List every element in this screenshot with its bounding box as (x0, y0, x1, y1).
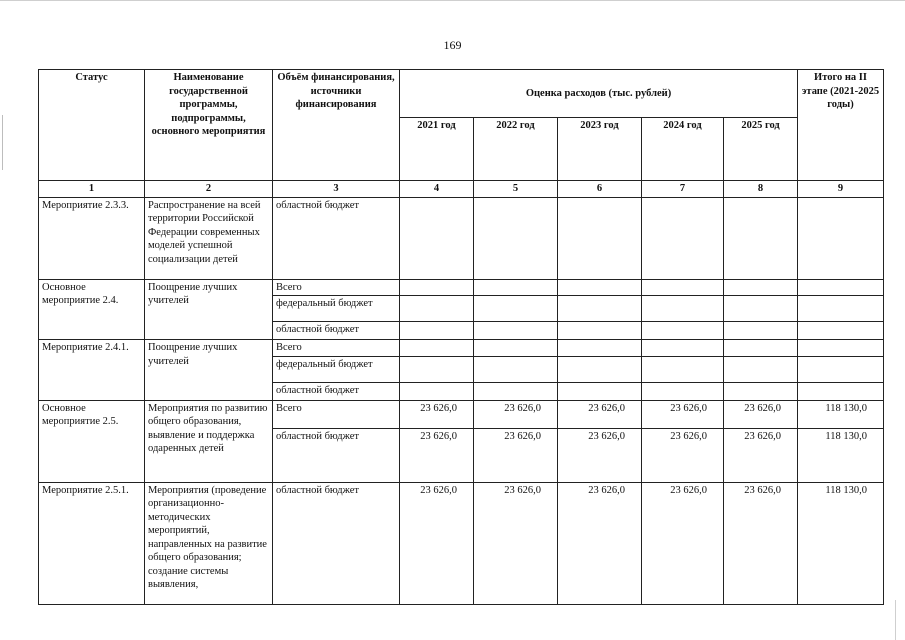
value-cell (474, 279, 558, 296)
value-cell: 23 626,0 (642, 482, 724, 604)
value-cell: 23 626,0 (558, 482, 642, 604)
column-number: 3 (273, 181, 400, 198)
value-cell: 23 626,0 (642, 428, 724, 482)
header-estimate: Оценка расходов (тыс. рублей) (400, 70, 798, 118)
value-cell (724, 356, 798, 382)
value-cell (558, 382, 642, 400)
row-status: Основное мероприятие 2.5. (39, 400, 145, 482)
value-cell-total: 118 130,0 (798, 482, 884, 604)
value-cell (558, 296, 642, 322)
value-cell (474, 356, 558, 382)
value-cell (400, 382, 474, 400)
row-status: Основное мероприятие 2.4. (39, 279, 145, 340)
scan-edge (0, 0, 905, 1)
row-status: Мероприятие 2.4.1. (39, 340, 145, 401)
value-cell (642, 197, 724, 279)
column-number: 8 (724, 181, 798, 198)
column-number: 6 (558, 181, 642, 198)
source-regional: областной бюджет (273, 482, 400, 604)
row-name: Поощрение лучших учителей (145, 340, 273, 401)
column-number: 5 (474, 181, 558, 198)
value-cell: 23 626,0 (724, 482, 798, 604)
value-cell (400, 322, 474, 340)
value-cell (798, 197, 884, 279)
value-cell (400, 197, 474, 279)
value-cell (474, 382, 558, 400)
value-cell: 23 626,0 (724, 400, 798, 428)
value-cell (798, 296, 884, 322)
value-cell: 23 626,0 (400, 482, 474, 604)
value-cell: 23 626,0 (474, 428, 558, 482)
source-regional: областной бюджет (273, 382, 400, 400)
column-number: 4 (400, 181, 474, 198)
table-row (39, 279, 884, 296)
value-cell (474, 197, 558, 279)
table-row (39, 340, 884, 357)
value-cell-total: 118 130,0 (798, 400, 884, 428)
value-cell (798, 340, 884, 357)
value-cell (558, 279, 642, 296)
value-cell (642, 382, 724, 400)
source-total: Всего (273, 340, 400, 357)
value-cell (558, 356, 642, 382)
value-cell (798, 279, 884, 296)
value-cell (724, 279, 798, 296)
source-regional: областной бюджет (273, 322, 400, 340)
value-cell (400, 340, 474, 357)
value-cell: 23 626,0 (400, 400, 474, 428)
header-year: 2023 год (558, 118, 642, 181)
value-cell: 23 626,0 (724, 428, 798, 482)
value-cell (474, 340, 558, 357)
header-year: 2025 год (724, 118, 798, 181)
source-total: Всего (273, 400, 400, 428)
value-cell (798, 322, 884, 340)
column-number: 9 (798, 181, 884, 198)
value-cell (642, 322, 724, 340)
budget-table (38, 69, 884, 605)
column-number: 2 (145, 181, 273, 198)
source-regional: областной бюджет (273, 197, 400, 279)
value-cell (558, 340, 642, 357)
header-year: 2024 год (642, 118, 724, 181)
value-cell (642, 340, 724, 357)
value-cell: 23 626,0 (474, 482, 558, 604)
table-row (39, 197, 884, 279)
scan-edge (895, 600, 896, 640)
value-cell (558, 322, 642, 340)
column-number: 7 (642, 181, 724, 198)
header-status: Статус (39, 70, 145, 181)
value-cell (798, 382, 884, 400)
source-total: Всего (273, 279, 400, 296)
page-number: 169 (443, 38, 462, 52)
header-total: Итого на II этапе (2021-2025 годы) (798, 70, 884, 181)
row-name: Мероприятия по развитию общего образования, выявление и поддержка одаренных детей (145, 400, 273, 482)
header-year: 2021 год (400, 118, 474, 181)
row-name: Поощрение лучших учителей (145, 279, 273, 340)
value-cell-total: 118 130,0 (798, 428, 884, 482)
value-cell (724, 382, 798, 400)
source-federal: федеральный бюджет (273, 356, 400, 382)
value-cell (798, 356, 884, 382)
value-cell (724, 340, 798, 357)
header-name: Наименование государственной программы, подпрограммы, основного мероприятия (145, 70, 273, 181)
value-cell (724, 296, 798, 322)
source-regional: областной бюджет (273, 428, 400, 482)
value-cell (642, 356, 724, 382)
row-status: Мероприятие 2.3.3. (39, 197, 145, 279)
scan-edge (2, 115, 3, 170)
value-cell (724, 322, 798, 340)
header-volume: Объём финансирования, источники финансирования (273, 70, 400, 181)
value-cell (400, 279, 474, 296)
value-cell (400, 296, 474, 322)
value-cell: 23 626,0 (474, 400, 558, 428)
source-federal: федеральный бюджет (273, 296, 400, 322)
value-cell: 23 626,0 (642, 400, 724, 428)
header-year: 2022 год (474, 118, 558, 181)
value-cell (642, 296, 724, 322)
value-cell: 23 626,0 (558, 400, 642, 428)
column-number: 1 (39, 181, 145, 198)
value-cell (400, 356, 474, 382)
row-name: Мероприятия (проведение организационно-методических мероприятий, направленных на развитие общего образования; создание системы выявления, (145, 482, 273, 604)
value-cell: 23 626,0 (400, 428, 474, 482)
value-cell (558, 197, 642, 279)
value-cell (474, 322, 558, 340)
row-status: Мероприятие 2.5.1. (39, 482, 145, 604)
value-cell (724, 197, 798, 279)
header-row (39, 70, 884, 118)
row-name: Распространение на всей территории Российской Федерации современных моделей успешной социализации детей (145, 197, 273, 279)
table-row (39, 400, 884, 428)
table-row (39, 482, 884, 604)
value-cell (474, 296, 558, 322)
column-number-row (39, 181, 884, 198)
value-cell (642, 279, 724, 296)
value-cell: 23 626,0 (558, 428, 642, 482)
